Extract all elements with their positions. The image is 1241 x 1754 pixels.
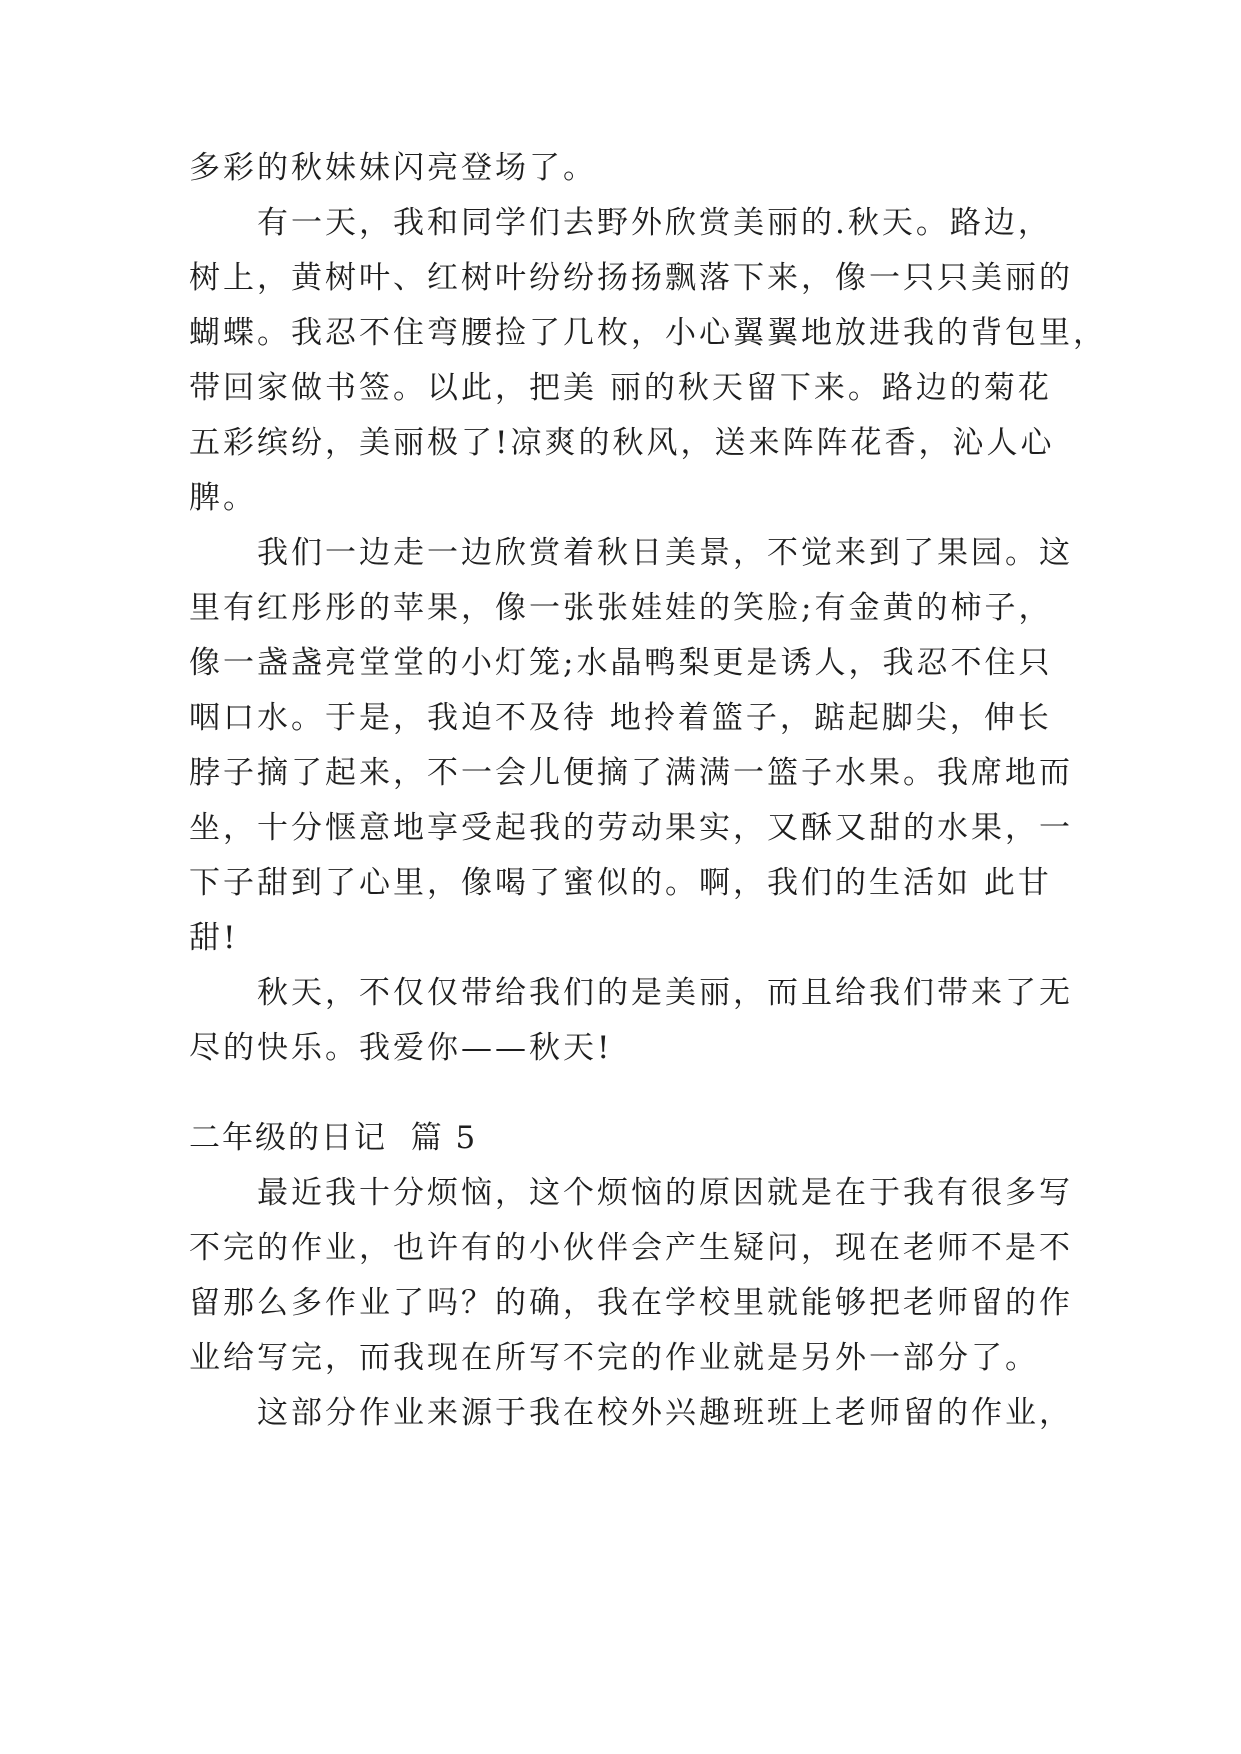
paragraph-first-line: 这部分作业来源于我在校外兴趣班班上老师留的作业， (257, 1395, 1073, 1431)
body-text-line: 甜! (189, 920, 239, 956)
body-text-line: 尽的快乐。我爱你——秋天! (189, 1030, 613, 1066)
body-text-line: 咽口水。于是，我迫不及待 地拎着篮子，踮起脚尖，伸长 (189, 700, 1052, 736)
body-text-line: 里有红彤彤的苹果，像一张张娃娃的笑脸;有金黄的柿子， (189, 590, 1053, 626)
body-text-line: 坐，十分惬意地享受起我的劳动果实，又酥又甜的水果，一 (189, 810, 1073, 846)
body-text-line: 蝴蝶。我忍不住弯腰捡了几枚，小心翼翼地放进我的背包里， (189, 315, 1107, 351)
body-text-line: 业给写完，而我现在所写不完的作业就是另外一部分了。 (189, 1340, 1039, 1376)
body-text-line: 多彩的秋妹妹闪亮登场了。 (189, 150, 597, 186)
body-text-line: 不完的作业，也许有的小伙伴会产生疑问，现在老师不是不 (189, 1230, 1073, 1266)
body-text-line: 留那么多作业了吗？的确，我在学校里就能够把老师留的作 (189, 1285, 1073, 1321)
paragraph-first-line: 有一天，我和同学们去野外欣赏美丽的.秋天。路边， (257, 205, 1052, 241)
body-text-line: 五彩缤纷，美丽极了!凉爽的秋风，送来阵阵花香，沁人心 (189, 425, 1055, 461)
body-text-line: 像一盏盏亮堂堂的小灯笼;水晶鸭梨更是诱人，我忍不住只 (189, 645, 1053, 681)
body-text-line: 树上，黄树叶、红树叶纷纷扬扬飘落下来，像一只只美丽的 (189, 260, 1073, 296)
paragraph-first-line: 我们一边走一边欣赏着秋日美景，不觉来到了果园。这 (257, 535, 1073, 571)
body-text-line: 下子甜到了心里，像喝了蜜似的。啊，我们的生活如 此甘 (189, 865, 1052, 901)
section-heading: 二年级的日记 篇 5 (189, 1120, 478, 1156)
paragraph-first-line: 最近我十分烦恼，这个烦恼的原因就是在于我有很多写 (257, 1175, 1073, 1211)
paragraph-first-line: 秋天，不仅仅带给我们的是美丽，而且给我们带来了无 (257, 975, 1073, 1011)
body-text-line: 脾。 (189, 480, 257, 516)
body-text-line: 带回家做书签。以此，把美 丽的秋天留下来。路边的菊花 (189, 370, 1052, 406)
body-text-line: 脖子摘了起来，不一会儿便摘了满满一篮子水果。我席地而 (189, 755, 1073, 791)
